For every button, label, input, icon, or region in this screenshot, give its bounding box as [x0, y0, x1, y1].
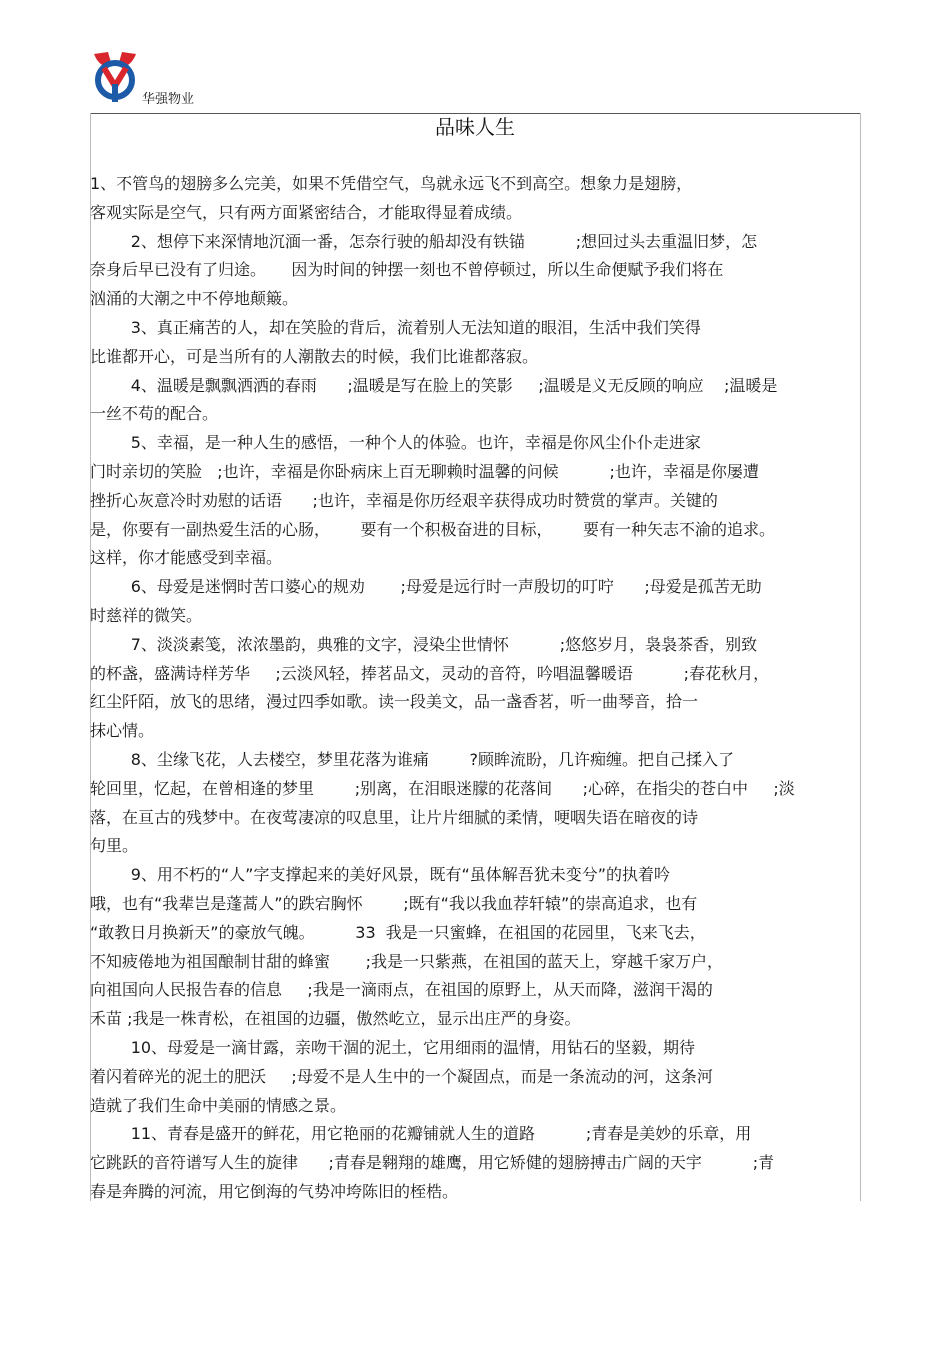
text-line: 句里。 — [90, 836, 139, 856]
paragraph-2 — [90, 228, 860, 314]
text-line: 1、不管鸟的翅膀多么完美，如果不凭借空气，鸟就永远飞不到高空。想象力是翅膀， — [90, 174, 693, 193]
text-line: 落，在亘古的残梦中。在夜莺凄凉的叹息里，让片片细腻的柔情，哽咽失语在暗夜的诗 — [90, 807, 699, 827]
text-line: 客观实际是空气，只有两方面紧密结合，才能取得显着成绩。 — [90, 202, 523, 222]
paragraph-11 — [90, 1120, 860, 1206]
right-page-border — [860, 113, 861, 1201]
text-line: 禾苗 ;我是一株青松，在祖国的边疆，傲然屹立，显示出庄严的身姿。 — [90, 1009, 581, 1029]
paragraph-5 — [90, 429, 860, 573]
page-header — [90, 46, 861, 114]
text-line: 11、青春是盛开的鲜花，用它艳丽的花瓣铺就人生的道路 ;青春是美妙的乐章，用 — [90, 1124, 752, 1144]
text-line: 的杯盏，盛满诗样芳华 ;云淡风轻，捧茗品文，灵动的音符，吟唱温馨暖语 ;春花秋月， — [90, 663, 770, 683]
text-line: 向祖国向人民报告春的信息 ;我是一滴雨点，在祖国的原野上，从天而降，滋润干渴的 — [90, 980, 713, 1000]
text-line: 10、母爱是一滴甘露，亲吻干涸的泥土，它用细雨的温情，用钻石的坚毅，期待 — [90, 1037, 696, 1057]
text-line: 春是奔腾的河流，用它倒海的气势冲垮陈旧的桎梏。 — [90, 1181, 459, 1201]
text-line: “敢教日月换新天”的豪放气魄。 33 我是一只蜜蜂，在祖国的花园里，飞来飞去， — [90, 922, 706, 942]
text-line: 轮回里，忆起，在曾相逢的梦里 ;别离，在泪眼迷朦的花落间 ;心碎，在指尖的苍白中 ;淡 — [90, 778, 795, 798]
text-line: 2、想停下来深情地沉湎一番，怎奈行驶的船却没有铁锚 ;想回过头去重温旧梦，怎 — [90, 231, 758, 251]
text-line: 着闪着碎光的泥土的肥沃 ;母爱不是人生中的一个凝固点，而是一条流动的河，这条河 — [90, 1066, 713, 1086]
text-line: 9、用不朽的“人”字支撑起来的美好风景，既有“虽体解吾犹未变兮”的执着吟 — [90, 865, 671, 885]
text-line: 造就了我们生命中美丽的情感之景。 — [90, 1095, 347, 1115]
paragraph-1 — [90, 170, 860, 228]
paragraph-10 — [90, 1034, 860, 1120]
text-line: 6、母爱是迷惘时苦口婆心的规劝 ;母爱是远行时一声殷切的叮咛 ;母爱是孤苦无助 — [90, 577, 762, 597]
text-line: 这样，你才能感受到幸福。 — [90, 548, 283, 568]
text-line: 一丝不苟的配合。 — [90, 404, 219, 424]
text-line: 奈身后早已没有了归途。 因为时间的钟摆一刻也不曾停顿过，所以生命便赋予我们将在 — [90, 260, 724, 280]
paragraph-3 — [90, 314, 860, 372]
text-line: 7、淡淡素笺，浓浓墨韵，典雅的文字，浸染尘世情怀 ;悠悠岁月，袅袅茶香，别致 — [90, 634, 758, 654]
text-line: 时慈祥的微笑。 — [90, 605, 203, 625]
paragraph-8 — [90, 746, 860, 861]
text-line: 比谁都开心，可是当所有的人潮散去的时候，我们比谁都落寂。 — [90, 346, 539, 366]
text-line: 4、温暖是飘飘洒洒的春雨 ;温暖是写在脸上的笑影 ;温暖是义无反顾的响应 ;温暖是 — [90, 375, 778, 395]
text-line: 红尘阡陌，放飞的思绪，漫过四季如歌。读一段美文，品一盏香茗，听一曲琴音，拾一 — [90, 692, 699, 712]
document-title: 品味人生 — [435, 115, 515, 139]
document-body — [90, 170, 860, 1207]
text-line: 挫折心灰意冷时劝慰的话语 ;也许，幸福是你历经艰辛获得成功时赞赏的掌声。关键的 — [90, 490, 718, 510]
paragraph-7 — [90, 631, 860, 746]
paragraph-9 — [90, 861, 860, 1034]
text-line: 哦，也有“我辈岂是蓬蒿人”的跌宕胸怀 ;既有“我以我血荐轩辕”的崇高追求，也有 — [90, 893, 698, 913]
text-line: 是，你要有一副热爱生活的心肠， 要有一个积极奋进的目标， 要有一种矢志不渝的追求。 — [90, 519, 776, 539]
text-line: 汹涌的大潮之中不停地颠簸。 — [90, 289, 299, 309]
text-line: 它跳跃的音符谱写人生的旋律 ;青春是翱翔的雄鹰，用它矫健的翅膀搏击广阔的天宇 ;青 — [90, 1153, 775, 1173]
text-line: 3、真正痛苦的人，却在笑脸的背后，流着别人无法知道的眼泪，生活中我们笑得 — [90, 317, 701, 337]
paragraph-4 — [90, 372, 860, 430]
company-name: 华强物业 — [142, 92, 195, 107]
paragraph-6 — [90, 573, 860, 631]
text-line: 门时亲切的笑脸 ;也许，幸福是你卧病床上百无聊赖时温馨的问候 ;也许，幸福是你屡遭 — [90, 461, 759, 481]
huaqiang-logo-icon — [90, 46, 140, 106]
text-line: 不知疲倦地为祖国酿制甘甜的蜂蜜 ;我是一只紫燕，在祖国的蓝天上，穿越千家万户， — [90, 951, 723, 971]
text-line: 8、尘缘飞花，人去楼空，梦里花落为谁痛 ?顾眸流盼，几许痴缠。把自己揉入了 — [90, 749, 735, 769]
text-line: 抹心情。 — [90, 721, 155, 741]
text-line: 5、幸福，是一种人生的感悟，一种个人的体验。也许，幸福是你风尘仆仆走进家 — [90, 433, 701, 453]
